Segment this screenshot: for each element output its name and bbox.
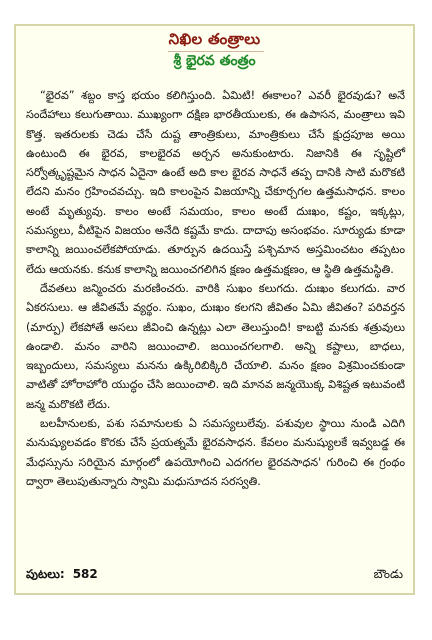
paragraph: దేవతలు జన్మించరు మరణించరు. వారికి సుఖం కలుగదు. దుఃఖం కలుగదు. వార ఏకరసులు. ఆ జీవితమే వ్యర్థం. సుఖం, దుఃఖం కలగని జీవితం ఏమి జీవితం? పరివర్తన (మార్పు) లేకపోతే అసలు జీవించి ఉన్నట్లు ఎలా తెలుస్తుంది! కాబట్టి మనకు శత్రువులు ఉండాలి. మనం వారిని జయించాలి. జయించగలగాలి. అన్ని కష్టాలు, బాధలు, ఇబ్బందులు, సమస్యలు మనను ఉక్కిరిబిక్కిరి చేయాలి. మనం క్షణం విశ్రమించకుండా వాటితో హోరాహోరి యుద్ధం చేసి జయించాలి. ఇది మానవ జన్మయొక్క విశిష్టత ఇటువంటి జన్మ మరొకటి లేదు. bbox=[26, 281, 405, 411]
description-body bbox=[26, 86, 405, 491]
series-title: నిఖిల తంత్రాలు bbox=[168, 30, 261, 48]
page-count-label: పుటలు: bbox=[26, 567, 65, 581]
book-description-card bbox=[14, 24, 415, 595]
footer bbox=[26, 567, 403, 587]
header bbox=[16, 26, 413, 76]
page-count bbox=[26, 567, 98, 584]
title-underline bbox=[168, 51, 264, 52]
paragraph: బలహీనులకు, పశు సమానులకు ఏ సమస్యలులేవు. పశువుల స్థాయి నుండి ఎదిగి మనుష్యులవడం కొరకు చేసే ప్రయత్నమే భైరవసాధన. కేవలం మనుష్యులకే ఇవ్వబడ్డ ఈ మేధస్సును సరియైన మార్గంలో ఉపయోగించి ఎదగగల భైరవసాధన' గురించి ఈ గ్రంథం ద్వారా తెలుపుతున్నారు స్వామి మధుసూదన సరస్వతి. bbox=[26, 417, 405, 488]
paragraph: “భైరవ” శబ్దం కాస్త భయం కలిగిస్తుంది. ఏమిటి! ఈకాలం? ఎవరీ భైరవుడు? అనే సందేహాలు కలుగుతాయి. ముఖ్యంగా దక్షిణ భారతీయులకు, ఈ ఉపాసన, మంత్రాలు ఇవి కొత్త. ఇతరులకు చెడు చేసే దుష్ట తాంత్రికులు, మాంత్రికులు చేసే క్షుద్రపూజ అయి ఉంటుంది ఈ భైరవ, కాలభైరవ అర్చన అనుకుంటారు. నిజానికి ఈ సృష్టిలో సర్వోత్కృష్టమైన సాధన ఏదైనా ఉంటే అది కాల భైరవ సాధనే తప్ప దానికి సాటి మరొకటి లేదని మనం గ్రహించవచ్చు. ఇది కాలంపైన విజయాన్ని చేకూర్చగల ఉత్తమసాధన. కాలం అంటే మృత్యువు. కాలం అంటే సమయం, కాలం అంటే దుఃఖం, కష్టం, ఇక్కట్లు, సమస్యలు, వీటిపైన విజయం అనేది కష్టమే కాదు. దాదాపు అసంభవం. సూర్యుడు కూడా కాలాన్ని జయించలేకపోయాడు. తూర్పున ఉదయిస్తే పశ్చిమాన అస్తమించటం తప్పటం లేదు ఆయనకు. కనుక కాలాన్ని జయించగలిగిన క్షణం ఉత్తమక్షణం, ఆ స్థితి ఉత్తమస్థితి. bbox=[26, 89, 405, 276]
binding-type: బౌండు bbox=[373, 567, 403, 581]
chapter-title: శ్రీ భైరవ తంత్రం bbox=[173, 53, 256, 69]
page-count-value: 582 bbox=[72, 567, 98, 581]
